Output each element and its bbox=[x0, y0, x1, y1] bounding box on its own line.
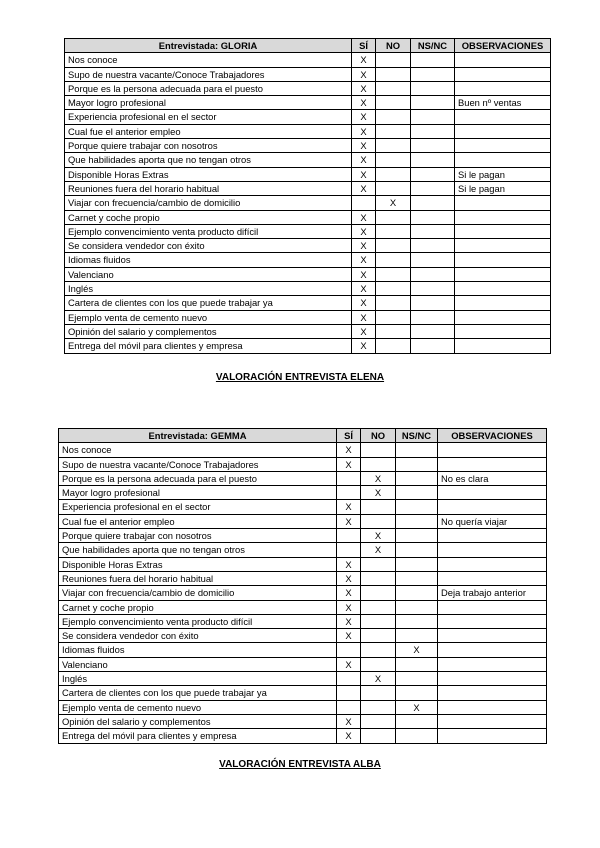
no-cell bbox=[376, 310, 411, 324]
observation-cell bbox=[455, 196, 551, 210]
table-row bbox=[65, 67, 551, 81]
si-cell: X bbox=[352, 81, 376, 95]
si-cell bbox=[337, 700, 361, 714]
no-cell bbox=[376, 153, 411, 167]
table-row bbox=[65, 96, 551, 110]
no-cell bbox=[361, 729, 396, 743]
si-cell: X bbox=[337, 514, 361, 528]
nsnc-cell bbox=[411, 324, 455, 338]
criterion-cell: Se considera vendedor con éxito bbox=[65, 239, 352, 253]
table-row bbox=[65, 196, 551, 210]
nsnc-cell bbox=[396, 529, 438, 543]
nsnc-cell bbox=[411, 296, 455, 310]
nsnc-cell bbox=[411, 239, 455, 253]
criterion-cell: Opinión del salario y complementos bbox=[59, 714, 337, 728]
observation-cell bbox=[455, 224, 551, 238]
table-row bbox=[65, 139, 551, 153]
table-row bbox=[59, 571, 547, 585]
no-cell bbox=[361, 443, 396, 457]
no-cell bbox=[361, 571, 396, 585]
observation-cell bbox=[455, 210, 551, 224]
table-row bbox=[65, 310, 551, 324]
si-cell bbox=[337, 529, 361, 543]
nsnc-cell bbox=[396, 443, 438, 457]
criterion-cell: Inglés bbox=[59, 672, 337, 686]
section-heading-elena: VALORACIÓN ENTREVISTA ELENA bbox=[215, 372, 385, 383]
table-row bbox=[59, 586, 547, 600]
nsnc-cell bbox=[411, 81, 455, 95]
nsnc-cell bbox=[411, 224, 455, 238]
observation-cell bbox=[438, 714, 547, 728]
no-cell bbox=[376, 167, 411, 181]
si-cell: X bbox=[337, 500, 361, 514]
observation-cell bbox=[455, 81, 551, 95]
no-cell: X bbox=[361, 486, 396, 500]
no-cell bbox=[361, 514, 396, 528]
no-cell bbox=[376, 181, 411, 195]
table-body bbox=[59, 443, 547, 743]
col-si-header: SÍ bbox=[337, 429, 361, 443]
nsnc-cell bbox=[411, 96, 455, 110]
si-cell: X bbox=[337, 629, 361, 643]
si-cell: X bbox=[337, 614, 361, 628]
no-cell bbox=[361, 600, 396, 614]
si-cell: X bbox=[352, 67, 376, 81]
nsnc-cell bbox=[396, 614, 438, 628]
no-cell bbox=[376, 253, 411, 267]
si-cell bbox=[337, 471, 361, 485]
si-cell: X bbox=[352, 124, 376, 138]
table-row bbox=[65, 110, 551, 124]
table-body bbox=[65, 53, 551, 353]
observation-cell bbox=[455, 267, 551, 281]
table-row bbox=[59, 543, 547, 557]
table-row bbox=[59, 686, 547, 700]
col-nsnc-header: NS/NC bbox=[411, 39, 455, 53]
no-cell: X bbox=[376, 196, 411, 210]
criterion-cell: Idiomas fluidos bbox=[59, 643, 337, 657]
observation-cell bbox=[455, 239, 551, 253]
no-cell bbox=[376, 267, 411, 281]
criterion-cell: Supo de nuestra vacante/Conoce Trabajadores bbox=[65, 67, 352, 81]
no-cell bbox=[361, 457, 396, 471]
col-no-header: NO bbox=[361, 429, 396, 443]
nsnc-cell bbox=[396, 514, 438, 528]
nsnc-cell bbox=[411, 310, 455, 324]
si-cell: X bbox=[337, 586, 361, 600]
criterion-cell: Reuniones fuera del horario habitual bbox=[59, 571, 337, 585]
no-cell: X bbox=[361, 471, 396, 485]
observation-cell bbox=[455, 324, 551, 338]
nsnc-cell bbox=[396, 500, 438, 514]
no-cell bbox=[376, 96, 411, 110]
si-cell: X bbox=[352, 239, 376, 253]
no-cell bbox=[376, 296, 411, 310]
si-cell bbox=[337, 486, 361, 500]
observation-cell bbox=[438, 571, 547, 585]
nsnc-cell bbox=[411, 196, 455, 210]
observation-cell bbox=[438, 614, 547, 628]
nsnc-cell bbox=[411, 210, 455, 224]
nsnc-cell bbox=[396, 629, 438, 643]
no-cell bbox=[376, 224, 411, 238]
interviewee-header: Entrevistada: GEMMA bbox=[59, 429, 337, 443]
si-cell: X bbox=[352, 110, 376, 124]
si-cell: X bbox=[352, 153, 376, 167]
no-cell: X bbox=[361, 529, 396, 543]
criterion-cell: Cual fue el anterior empleo bbox=[59, 514, 337, 528]
no-cell bbox=[376, 124, 411, 138]
si-cell bbox=[337, 672, 361, 686]
no-cell bbox=[361, 557, 396, 571]
observation-cell bbox=[455, 53, 551, 67]
table-row bbox=[65, 282, 551, 296]
si-cell: X bbox=[337, 600, 361, 614]
criterion-cell: Carnet y coche propio bbox=[65, 210, 352, 224]
nsnc-cell: X bbox=[396, 700, 438, 714]
table-row bbox=[65, 210, 551, 224]
observation-cell bbox=[455, 339, 551, 353]
si-cell: X bbox=[352, 267, 376, 281]
criterion-cell: Que habilidades aporta que no tengan otros bbox=[65, 153, 352, 167]
si-cell: X bbox=[352, 253, 376, 267]
no-cell: X bbox=[361, 543, 396, 557]
table-row bbox=[65, 296, 551, 310]
table-row bbox=[59, 629, 547, 643]
criterion-cell: Idiomas fluidos bbox=[65, 253, 352, 267]
table-row bbox=[59, 672, 547, 686]
nsnc-cell bbox=[411, 153, 455, 167]
no-cell bbox=[376, 210, 411, 224]
criterion-cell: Supo de nuestra vacante/Conoce Trabajadores bbox=[59, 457, 337, 471]
observation-cell bbox=[438, 700, 547, 714]
criterion-cell: Porque es la persona adecuada para el puesto bbox=[65, 81, 352, 95]
si-cell: X bbox=[352, 310, 376, 324]
criterion-cell: Viajar con frecuencia/cambio de domicilio bbox=[65, 196, 352, 210]
interview-table-gloria bbox=[64, 38, 551, 354]
observation-cell bbox=[455, 310, 551, 324]
table-row bbox=[59, 500, 547, 514]
criterion-cell: Viajar con frecuencia/cambio de domicilio bbox=[59, 586, 337, 600]
nsnc-cell bbox=[411, 110, 455, 124]
no-cell bbox=[376, 67, 411, 81]
si-cell bbox=[337, 686, 361, 700]
nsnc-cell: X bbox=[396, 643, 438, 657]
observation-cell bbox=[455, 139, 551, 153]
nsnc-cell bbox=[396, 486, 438, 500]
no-cell bbox=[376, 239, 411, 253]
si-cell: X bbox=[337, 571, 361, 585]
si-cell: X bbox=[352, 296, 376, 310]
table-row bbox=[65, 124, 551, 138]
criterion-cell: Cartera de clientes con los que puede trabajar ya bbox=[59, 686, 337, 700]
si-cell: X bbox=[352, 53, 376, 67]
table-row bbox=[59, 471, 547, 485]
observation-cell bbox=[455, 153, 551, 167]
table-row bbox=[59, 457, 547, 471]
no-cell bbox=[361, 629, 396, 643]
nsnc-cell bbox=[411, 181, 455, 195]
criterion-cell: Se considera vendedor con éxito bbox=[59, 629, 337, 643]
nsnc-cell bbox=[396, 729, 438, 743]
nsnc-cell bbox=[411, 267, 455, 281]
table-row bbox=[65, 324, 551, 338]
nsnc-cell bbox=[411, 167, 455, 181]
interviewee-header: Entrevistada: GLORIA bbox=[65, 39, 352, 53]
criterion-cell: Ejemplo venta de cemento nuevo bbox=[65, 310, 352, 324]
criterion-cell: Experiencia profesional en el sector bbox=[65, 110, 352, 124]
table-row bbox=[59, 529, 547, 543]
nsnc-cell bbox=[411, 253, 455, 267]
table-row bbox=[65, 53, 551, 67]
observation-cell bbox=[455, 67, 551, 81]
criterion-cell: Porque quiere trabajar con nosotros bbox=[65, 139, 352, 153]
si-cell: X bbox=[352, 96, 376, 110]
observation-cell: No quería viajar bbox=[438, 514, 547, 528]
observation-cell bbox=[438, 500, 547, 514]
criterion-cell: Valenciano bbox=[65, 267, 352, 281]
criterion-cell: Experiencia profesional en el sector bbox=[59, 500, 337, 514]
si-cell: X bbox=[337, 457, 361, 471]
observation-cell bbox=[438, 543, 547, 557]
nsnc-cell bbox=[411, 339, 455, 353]
observation-cell bbox=[438, 486, 547, 500]
criterion-cell: Que habilidades aporta que no tengan otros bbox=[59, 543, 337, 557]
si-cell: X bbox=[337, 443, 361, 457]
table-row bbox=[65, 253, 551, 267]
nsnc-cell bbox=[396, 457, 438, 471]
observation-cell bbox=[455, 124, 551, 138]
observation-cell: Buen nº ventas bbox=[455, 96, 551, 110]
observation-cell: Si le pagan bbox=[455, 167, 551, 181]
table-row bbox=[65, 181, 551, 195]
criterion-cell: Mayor logro profesional bbox=[59, 486, 337, 500]
observation-cell: Deja trabajo anterior bbox=[438, 586, 547, 600]
nsnc-cell bbox=[411, 67, 455, 81]
no-cell bbox=[361, 500, 396, 514]
table-row bbox=[59, 657, 547, 671]
nsnc-cell bbox=[411, 124, 455, 138]
si-cell: X bbox=[352, 139, 376, 153]
nsnc-cell bbox=[411, 53, 455, 67]
table-row bbox=[65, 81, 551, 95]
si-cell: X bbox=[352, 181, 376, 195]
si-cell: X bbox=[352, 339, 376, 353]
no-cell bbox=[361, 586, 396, 600]
criterion-cell: Cual fue el anterior empleo bbox=[65, 124, 352, 138]
criterion-cell: Valenciano bbox=[59, 657, 337, 671]
criterion-cell: Carnet y coche propio bbox=[59, 600, 337, 614]
criterion-cell: Disponible Horas Extras bbox=[65, 167, 352, 181]
nsnc-cell bbox=[411, 139, 455, 153]
no-cell bbox=[376, 81, 411, 95]
no-cell bbox=[376, 53, 411, 67]
criterion-cell: Entrega del móvil para clientes y empresa bbox=[65, 339, 352, 353]
criterion-cell: Porque quiere trabajar con nosotros bbox=[59, 529, 337, 543]
criterion-cell: Disponible Horas Extras bbox=[59, 557, 337, 571]
table-row bbox=[59, 700, 547, 714]
no-cell: X bbox=[361, 672, 396, 686]
nsnc-cell bbox=[396, 543, 438, 557]
si-cell: X bbox=[352, 167, 376, 181]
no-cell bbox=[376, 110, 411, 124]
si-cell bbox=[337, 643, 361, 657]
table-row bbox=[65, 224, 551, 238]
table-header-row bbox=[59, 429, 547, 443]
table-row bbox=[65, 153, 551, 167]
col-obs-header: OBSERVACIONES bbox=[455, 39, 551, 53]
observation-cell: No es clara bbox=[438, 471, 547, 485]
table-row bbox=[65, 167, 551, 181]
nsnc-cell bbox=[396, 571, 438, 585]
nsnc-cell bbox=[396, 600, 438, 614]
observation-cell: Si le pagan bbox=[455, 181, 551, 195]
observation-cell bbox=[455, 282, 551, 296]
criterion-cell: Mayor logro profesional bbox=[65, 96, 352, 110]
nsnc-cell bbox=[396, 714, 438, 728]
criterion-cell: Cartera de clientes con los que puede trabajar ya bbox=[65, 296, 352, 310]
nsnc-cell bbox=[396, 672, 438, 686]
si-cell bbox=[352, 196, 376, 210]
section-heading-alba: VALORACIÓN ENTREVISTA ALBA bbox=[219, 759, 381, 770]
observation-cell bbox=[438, 457, 547, 471]
table-row bbox=[59, 643, 547, 657]
observation-cell bbox=[438, 657, 547, 671]
criterion-cell: Nos conoce bbox=[59, 443, 337, 457]
observation-cell bbox=[455, 253, 551, 267]
nsnc-cell bbox=[396, 686, 438, 700]
table-row bbox=[65, 267, 551, 281]
table-row bbox=[59, 714, 547, 728]
nsnc-cell bbox=[396, 657, 438, 671]
nsnc-cell bbox=[396, 586, 438, 600]
col-si-header: SÍ bbox=[352, 39, 376, 53]
criterion-cell: Inglés bbox=[65, 282, 352, 296]
criterion-cell: Ejemplo convencimiento venta producto difícil bbox=[59, 614, 337, 628]
observation-cell bbox=[438, 672, 547, 686]
table-row bbox=[65, 239, 551, 253]
si-cell: X bbox=[352, 224, 376, 238]
nsnc-cell bbox=[396, 557, 438, 571]
si-cell: X bbox=[352, 210, 376, 224]
observation-cell bbox=[438, 443, 547, 457]
table-header-row bbox=[65, 39, 551, 53]
table-row bbox=[59, 443, 547, 457]
criterion-cell: Opinión del salario y complementos bbox=[65, 324, 352, 338]
criterion-cell: Nos conoce bbox=[65, 53, 352, 67]
nsnc-cell bbox=[396, 471, 438, 485]
observation-cell bbox=[438, 557, 547, 571]
no-cell bbox=[376, 139, 411, 153]
table-row bbox=[59, 614, 547, 628]
si-cell: X bbox=[337, 729, 361, 743]
observation-cell bbox=[438, 529, 547, 543]
no-cell bbox=[361, 686, 396, 700]
no-cell bbox=[376, 339, 411, 353]
observation-cell bbox=[438, 629, 547, 643]
table-row bbox=[65, 339, 551, 353]
table-row bbox=[59, 729, 547, 743]
si-cell bbox=[337, 543, 361, 557]
table-row bbox=[59, 600, 547, 614]
table-row bbox=[59, 557, 547, 571]
si-cell: X bbox=[352, 282, 376, 296]
observation-cell bbox=[438, 600, 547, 614]
col-no-header: NO bbox=[376, 39, 411, 53]
observation-cell bbox=[455, 296, 551, 310]
no-cell bbox=[361, 714, 396, 728]
table-row bbox=[59, 514, 547, 528]
observation-cell bbox=[455, 110, 551, 124]
observation-cell bbox=[438, 686, 547, 700]
criterion-cell: Reuniones fuera del horario habitual bbox=[65, 181, 352, 195]
si-cell: X bbox=[337, 657, 361, 671]
criterion-cell: Porque es la persona adecuada para el puesto bbox=[59, 471, 337, 485]
no-cell bbox=[376, 282, 411, 296]
no-cell bbox=[361, 657, 396, 671]
observation-cell bbox=[438, 643, 547, 657]
col-obs-header: OBSERVACIONES bbox=[438, 429, 547, 443]
no-cell bbox=[376, 324, 411, 338]
interview-table-gemma bbox=[58, 428, 547, 744]
criterion-cell: Ejemplo venta de cemento nuevo bbox=[59, 700, 337, 714]
nsnc-cell bbox=[411, 282, 455, 296]
observation-cell bbox=[438, 729, 547, 743]
si-cell: X bbox=[352, 324, 376, 338]
si-cell: X bbox=[337, 714, 361, 728]
no-cell bbox=[361, 643, 396, 657]
si-cell: X bbox=[337, 557, 361, 571]
criterion-cell: Ejemplo convencimiento venta producto difícil bbox=[65, 224, 352, 238]
criterion-cell: Entrega del móvil para clientes y empresa bbox=[59, 729, 337, 743]
col-nsnc-header: NS/NC bbox=[396, 429, 438, 443]
table-row bbox=[59, 486, 547, 500]
no-cell bbox=[361, 700, 396, 714]
no-cell bbox=[361, 614, 396, 628]
